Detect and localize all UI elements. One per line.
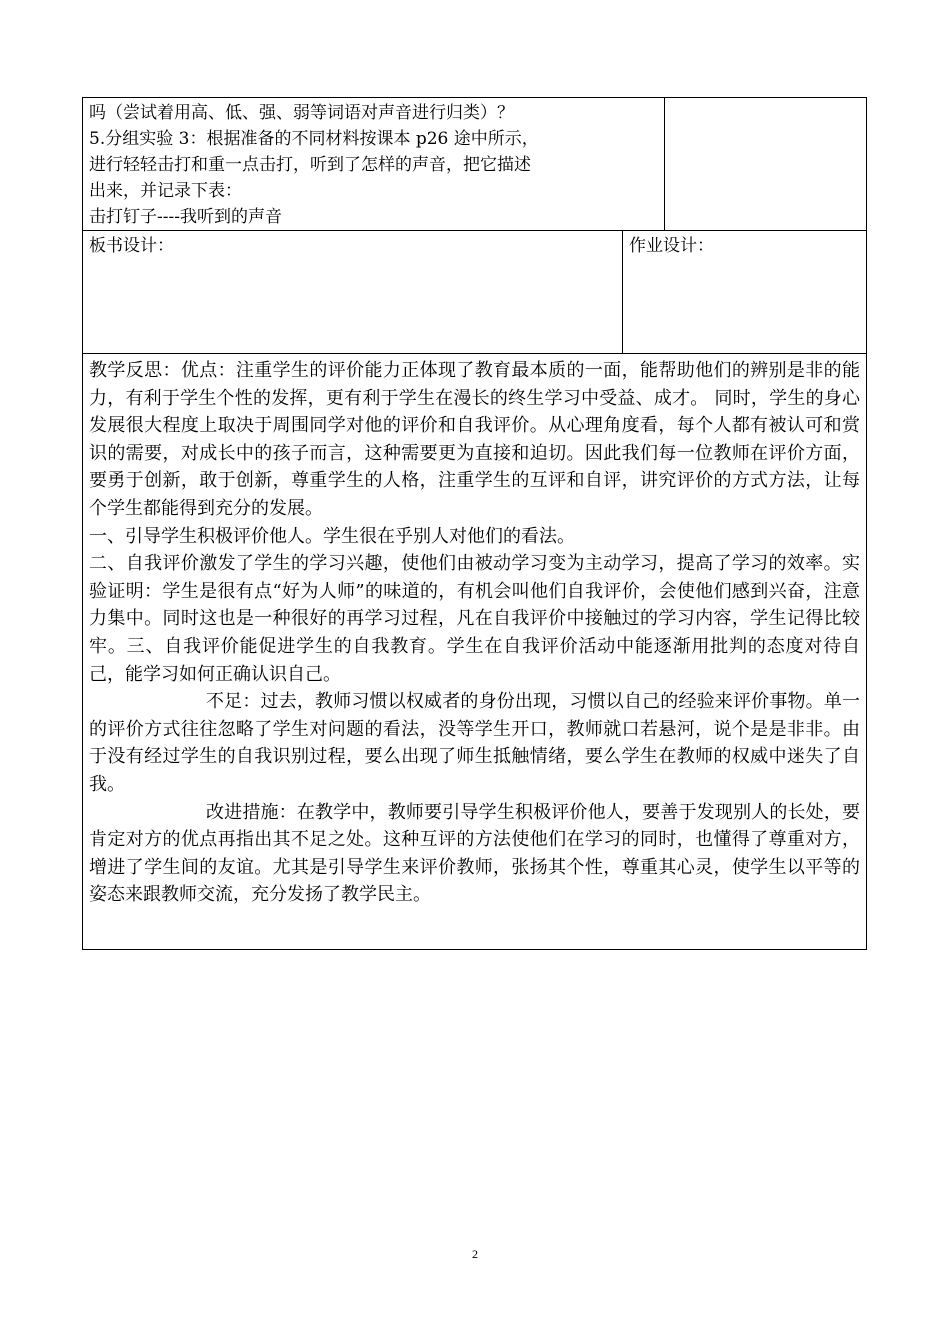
experiment-line: 进行轻轻击打和重一点击打，听到了怎样的声音，把它描述 — [89, 155, 531, 175]
reflection-paragraph: 二、自我评价激发了学生的学习兴趣，使他们由被动学习变为主动学习，提高了学习的效率。实验证明：学生是很有点“好为人师”的味道的，有机会叫他们自我评价，会使他们感到兴奋，注意力集中。同时这也是一种很好的再学习过程，凡在自我评价中接触过的学习内容，学生记得比较牢。三、自我评价能促进学生的自我教育。学生在自我评价活动中能逐渐用批判的态度对待自己，能学习如何正确认识自己。 — [89, 553, 861, 685]
board-design-label: 板书设计： — [89, 236, 174, 256]
lesson-plan-table — [82, 97, 867, 950]
experiment-line: 出来，并记录下表： — [89, 181, 242, 201]
reflection-paragraph: 一、引导学生积极评价他人。学生很在乎别人对他们的看法。 — [89, 525, 575, 547]
board-design-cell — [83, 231, 623, 354]
experiment-side-cell — [665, 98, 867, 231]
experiment-line: 吗（尝试着用高、低、强、弱等词语对声音进行归类）？ — [89, 103, 514, 123]
homework-design-cell — [623, 231, 867, 354]
experiment-line: 5.分组实验 3：根据准备的不同材料按课本 p26 途中所示， — [89, 129, 539, 149]
reflection-paragraph: 不足：过去，教师习惯以权威者的身份出现，习惯以自己的经验来评价事物。单一的评价方式往往忽略了学生对问题的看法，没等学生开口，教师就口若悬河，说个是是非非。由于没有经过学生的自我识别过程，要么出现了师生抵触情绪，要么学生在教师的权威中迷失了自我。 — [89, 691, 861, 795]
homework-design-label: 作业设计： — [629, 236, 714, 256]
experiment-row — [83, 98, 867, 231]
reflection-paragraph: 教学反思：优点：注重学生的评价能力正体现了教育最本质的一面，能帮助他们的辨别是非的能力，有利于学生个性的发挥，更有利于学生在漫长的终生学习中受益、成才。 同时，学生的身心发展很大程度上取决于周围同学对他的评价和自我评价。从心理角度看，每个人都有被认可和赏识的需要，对成长中的孩子而言，这种需要更为直接和迫切。因此我们每一位教师在评价方面，要勇于创新，敢于创新，尊重学生的人格，注重学生的互评和自评，讲究评价的方式方法，让每个学生都能得到充分的发展。 — [89, 360, 861, 519]
reflection-cell — [83, 354, 867, 950]
design-row — [83, 231, 867, 354]
reflection-row — [83, 354, 867, 950]
reflection-paragraph: 改进措施：在教学中，教师要引导学生积极评价他人，要善于发现别人的长处，要肯定对方的优点再指出其不足之处。这种互评的方法使他们在学习的同时，也懂得了尊重对方，增进了学生间的友谊。尤其是引导学生来评价教师，张扬其个性，尊重其心灵，使学生以平等的姿态来跟教师交流，充分发扬了教学民主。 — [89, 801, 861, 906]
experiment-cell — [83, 98, 665, 231]
page-number: 2 — [472, 1247, 478, 1261]
experiment-line: 击打钉子----我听到的声音 — [89, 207, 282, 227]
